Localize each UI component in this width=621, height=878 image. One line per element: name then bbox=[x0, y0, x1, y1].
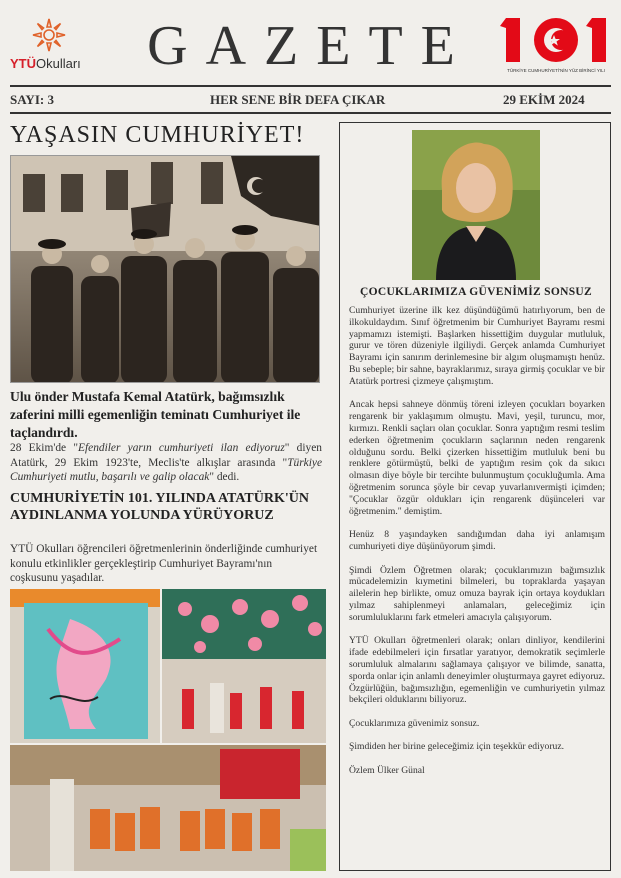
student-activities-collage bbox=[10, 589, 326, 871]
anniversary-subtitle: TÜRKİYE CUMHURİYETİ'NİN YÜZ BİRİNCİ YILI bbox=[507, 68, 605, 73]
decorated-hall-photo bbox=[162, 589, 326, 743]
students-group-photo bbox=[10, 745, 326, 871]
ataturk-historic-photo bbox=[10, 155, 320, 383]
anniversary-101-logo bbox=[500, 14, 612, 78]
frequency-note: HER SENE BİR DEFA ÇIKAR bbox=[210, 92, 386, 107]
issue-date: 29 EKİM 2024 bbox=[503, 92, 585, 107]
ytu-okullari-wordmark: YTÜOkulları bbox=[10, 56, 81, 71]
secondary-headline: CUMHURİYETİN 101. YILINDA ATATÜRK'ÜN AYDINLANMA YOLUNDA YÜRÜYORUZ bbox=[10, 491, 309, 523]
editorial-paragraph: Cumhuriyet üzerine ilk kez düşündüğümü hatırlıyorum, ben de ilkokuldaydım. Sınıf öğretmenim bir Cumhuriyet Bayramı resmi yapmamızı istemişti. Başlarken hissettiğim duygular mutluluk, gurur ve tören düzeniyle ilgiliydi. Gerçek anlamda Cumhuriyet Bayramı için sanırım derinlemesine bir algım oluşmamıştı henüz. Bu sebeple; bir sahne, bayraklarımız, sıraya girmiş çocuklar ve bir Atatürk portresi çizmeye çalışmıştım. bbox=[349, 305, 605, 387]
main-headline: YAŞASIN CUMHURİYET! bbox=[10, 122, 305, 148]
editorial-paragraph: Henüz 8 yaşındayken sandığımdan daha iyi anlamışım cumhuriyeti diye düşünüyorum şimdi. bbox=[349, 529, 605, 552]
masthead-title: GAZETE bbox=[147, 15, 473, 77]
editorial-title: ÇOCUKLARIMIZA GÜVENİMİZ SONSUZ bbox=[359, 286, 592, 298]
divider-top bbox=[10, 85, 611, 87]
editorial-paragraph: Ancak hepsi sahneye dönmüş töreni izleyen çocukları boyarken rengarenk bir yaklaşımım olmuştu. Mavi, yeşil, turuncu, mor, kırmızı. Renkli saçları olan çocuklar. Sonra yaptığım resmi teslim ederken öğretmenim çocukların saçlarının neden rengarenk olduğunu sordu. Belki çizerken hissettiğim mutluluk beni bu renklere götürmüştü, belki de yaptığım resim çok da sıkıcı olmasın diye böyle bir tercihte bulunmuştum çocukluğumla. Ama öğretmenim sorunca şöyle bir cevap yuvarlanıvermişti içimden; "Çocuklar özgür oldukları için rengarenk düşünceleri var öğretmenim." demiştim. bbox=[349, 399, 605, 517]
ataturk-painting-photo bbox=[10, 589, 160, 743]
editorial-paragraph: Şimdiden her birine geleceğimiz için teşekkür ediyoruz. bbox=[349, 741, 564, 753]
ytu-okullari-logo bbox=[10, 18, 80, 74]
sun-emblem-icon bbox=[32, 18, 66, 52]
issue-number: SAYI: 3 bbox=[10, 92, 54, 107]
author-portrait bbox=[412, 130, 540, 280]
editorial-paragraph: YTÜ Okulları öğretmenleri olarak; onları dinliyor, kendilerini ifade edebilmeleri için fırsatlar yaratıyor, demokratik seçimlerle sorumluluk almalarını sağlamaya çalışıyor ve bilimde, sanatta, sporda onlar için anlamlı deneyimler oluşturmaya gayret ediyoruz. Özgürlüğün, bağımsızlığın, egemenliğin ve cumhuriyetin yılmaz bekçileri olduklarını biliyoruz. bbox=[349, 635, 605, 706]
proclamation-paragraph: 28 Ekim'de "Efendiler yarın cumhuriyeti ilan ediyoruz" diyen Atatürk, 29 Ekim 1923'te, Meclis'te alkışlar arasında "Türkiye Cumhuriyeti mutlu, başarılı ve galip olacak" dedi. bbox=[10, 442, 322, 483]
editorial-paragraph: Çocuklarımıza güvenimiz sonsuz. bbox=[349, 717, 480, 729]
number-101-icon bbox=[500, 14, 612, 66]
editorial-body bbox=[349, 305, 605, 777]
divider-bottom bbox=[10, 112, 611, 114]
author-signature: Özlem Ülker Günal bbox=[349, 765, 425, 777]
editorial-paragraph: Şimdi Özlem Öğretmen olarak; çocuklarımızın bağımsızlık mücadelemizin kıymetini bilmeleri, bu topraklarda yaşayan ailelerin hep birlikte, omuz omuza bayrak için ortaya koydukları yılmaz sahiplenmeyi anlamaları, geleceğimiz için sorumluluklarını fark etmeleri amacıyla çalışıyorum. bbox=[349, 564, 605, 623]
activities-paragraph: YTÜ Okulları öğrencileri öğretmenlerinin önderliğinde cumhuriyet konulu etkinlikler gerçekleştirip Cumhuriyet Bayramı'nın coşkusunu yaşadılar. bbox=[10, 543, 318, 584]
photo-caption: Ulu önder Mustafa Kemal Atatürk, bağımsızlık zaferini milli egemenliğin teminatı Cumhuriyet ile taçlandırdı. bbox=[10, 389, 301, 440]
